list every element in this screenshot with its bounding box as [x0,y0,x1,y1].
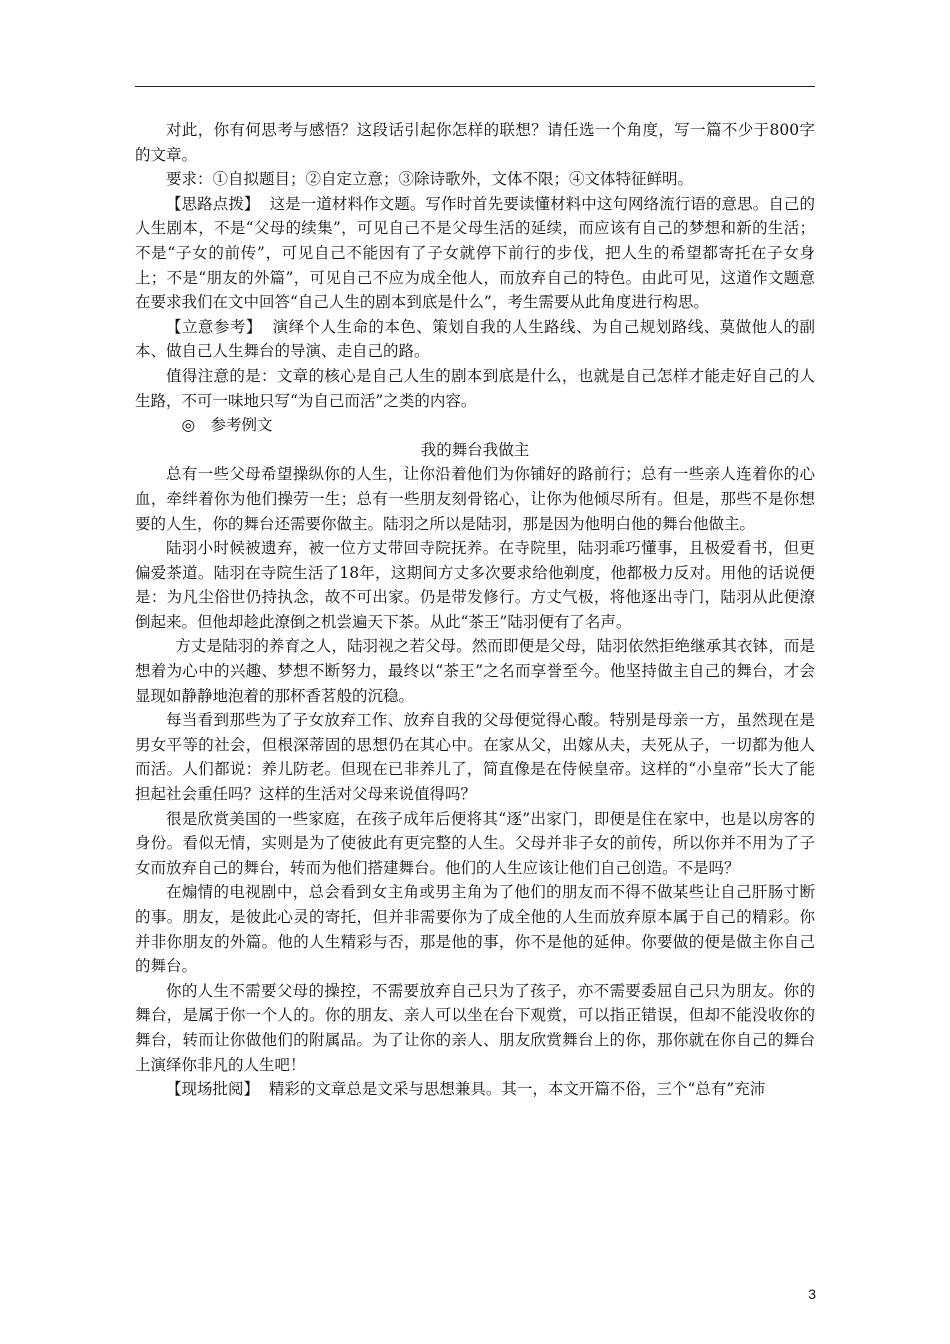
analysis-paragraph [135,192,815,315]
essay-paragraph: 很是欣赏美国的一些家庭，在孩子成年后便将其“逐”出家门，即便是住在家中，也是以房客的身份。看似无情，实则是为了使彼此有更完整的人生。父母并非子女的前传，所以你并不用为了子女而放弃自己的舞台，转而为他们搭建舞台。他们的人生应该让他们自己创造。不是吗？ [135,809,815,877]
analysis-label: 【思路点拨】 [166,194,260,213]
review-paragraph [135,1077,815,1102]
requirements-paragraph: 要求：①自拟题目；②自定立意；③除诗歌外，文体不限；④文体特征鲜明。 [166,170,694,189]
prompt-paragraph: 对此，你有何思考与感悟？这段话引起你怎样的联想？请任选一个角度，写一篇不少于800字的文章。 [135,121,815,164]
essay-paragraph: 在煽情的电视剧中，总会看到女主角或男主角为了他们的朋友而不得不做某些让自己肝肠寸断的事。朋友，是彼此心灵的寄托，但并非需要你为了成全他的人生而放弃原本属于自己的精彩。你并非你朋友的外篇。他的人生精彩与否，那是他的事，你不是他的延伸。你要做的便是做主你自己的舞台。 [135,883,815,976]
essay-title: 我的舞台我做主 [420,440,530,459]
ideas-text: 演绎个人生命的本色、策划自我的人生路线、为自己规划路线、莫做他人的副本、做自己人生舞台的导演、走自己的路。 [135,317,815,361]
sample-heading: ◎ 参考例文 [181,416,273,435]
essay-paragraph: 每当看到那些为了子女放弃工作、放弃自我的父母便觉得心酸。特别是母亲一方，虽然现在是男女平等的社会，但根深蒂固的思想仍在其心中。在家从父，出嫁从夫，夫死从子，一切都为他人而活。人们都说：养儿防老。但现在已非养儿了，简直像是在侍候皇帝。这样的“小皇帝”长大了能担起社会重任吗？这样的生活对父母来说值得吗？ [135,711,815,804]
note-paragraph: 值得注意的是：文章的核心是自己人生的剧本到底是什么，也就是自己怎样才能走好自己的人生路，不可一味地只写“为自己而活”之类的内容。 [135,366,815,410]
page-number: 3 [808,1286,816,1302]
review-label: 【现场批阅】 [166,1080,260,1099]
essay-paragraph: 方丈是陆羽的养育之人，陆羽视之若父母。然而即便是父母，陆羽依然拒绝继承其衣钵，而是想着为心中的兴趣、梦想不断努力，最终以“茶王”之名而享誉至今。他坚持做主自己的舞台，才会显现如静静地泡着的那杯香茗般的沉稳。 [135,637,815,705]
header-rule [135,86,815,87]
essay-paragraph: 陆羽小时候被遗弃，被一位方丈带回寺院抚养。在寺院里，陆羽乖巧懂事，且极爱看书，但更偏爱茶道。陆羽在寺院生活了18年，这期间方丈多次要求给他剃度，他都极力反对。用他的话说便是：为凡尘俗世仍持执念，故不可出家。仍是带发修行。方丈气极，将他逐出寺门，陆羽从此便潦倒起来。但他却趁此潦倒之机尝遍天下茶。从此“茶王”陆羽便有了名声。 [135,539,815,631]
essay-paragraph: 你的人生不需要父母的操控，不需要放弃自己只为了孩子，亦不需要委屈自己只为朋友。你的舞台，是属于你一个人的。你的朋友、亲人可以坐在台下观赏，可以指正错误，但却不能没收你的舞台，转而让你做他们的附属品。为了让你的亲人、朋友欣赏舞台上的你，那你就在你自己的舞台上演绎你非凡的人生吧！ [135,981,815,1074]
review-text: 精彩的文章总是文采与思想兼具。其一，本文开篇不俗，三个“总有”充沛 [268,1080,766,1099]
page-body [135,118,815,1102]
ideas-label: 【立意参考】 [166,317,262,336]
analysis-text: 这是一道材料作文题。写作时首先要读懂材料中这句网络流行语的意思。自己的人生剧本，不是“父母的续集”，可见自己不是父母生活的延续，而应该有自己的梦想和新的生活；不是“子女的前传”，可见自己不能因有了子女就停下前行的步伐，把人生的希望都寄托在子女身上；不是“朋友的外篇”，可见自己不应为成全他人，而放弃自己的特色。由此可见，这道作文题意在要求我们在文中回答“自己人生的剧本到底是什么”，考生需要从此角度进行构思。 [135,194,815,312]
essay-paragraph: 总有一些父母希望操纵你的人生，让你沿着他们为你铺好的路前行；总有一些亲人连着你的心血，牵绊着你为他们操劳一生；总有一些朋友刻骨铭心，让你为他倾尽所有。但是，那些不是你想要的人生，你的舞台还需要你做主。陆羽之所以是陆羽，那是因为他明白他的舞台他做主。 [135,465,815,533]
ideas-paragraph [135,315,815,364]
